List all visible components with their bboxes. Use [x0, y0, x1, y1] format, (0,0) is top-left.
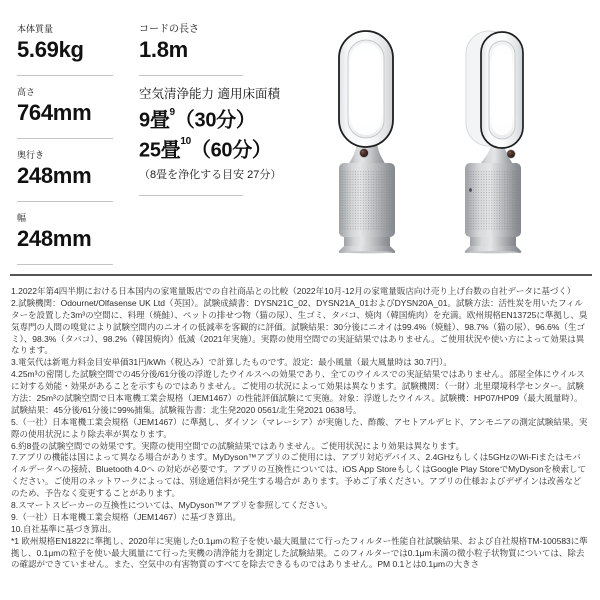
spec-cord-length	[139, 24, 329, 76]
spec-label: コードの長さ	[139, 24, 199, 35]
footnote-item: 9.（一社）日本電機工業会規格（JEM1467）に基づき算出。	[11, 511, 242, 522]
divider	[17, 201, 113, 202]
divider	[17, 264, 113, 265]
value-text: 9畳	[139, 109, 170, 132]
footnote-item: 1.2022年第4四半期における日本国内の家電量販店での自社商品との比較（2022年10月-12月の家電量販店向け売り上げ台数の自社データに基づく）	[11, 286, 576, 296]
footnote-item: 2.試験機関：Odournet/Olfasense UK Ltd（英国）。試験成績書：DYSN21C_02、DYSN21A_01およびDYSN20A_01。試験方法：活性炭を用いたフィルターを設置した3m³の空間に、料理（焼鮭）、ペットの排せつ物（猫の尿）、生ゴミ、タバコ、焼肉（韓国焼肉）を充満。欧州規格EN13725に準拠し、臭気専門の人間の嗅覚により試験空間内のニオイの低減率を客観的に評価。試験結果：30分後にニオイは99.4%（焼鮭）、98.7%（猫の尿）、96.6%（生ゴミ）、98.3%（タバコ）、98.2%（韓国焼肉）低減（2021年実施）。実際の使用空間での実証結果ではありません。ご使用状況や使い方によって効果は異なります。	[11, 297, 588, 356]
spec-label: 空気清浄能力 適用床面積	[139, 87, 280, 101]
purifier-fan-angled-illustration	[454, 30, 526, 254]
spec-value: 248mm	[17, 163, 92, 188]
spec-column-left	[17, 24, 113, 276]
purifier-fan-front-illustration	[336, 30, 398, 254]
spec-note: （8畳を浄化する目安 27分）	[139, 169, 282, 182]
product-image-front	[336, 30, 398, 259]
footnote-item: 8.スマートスピーカーの互換性については、MyDyson™アプリを参照してください。	[11, 500, 333, 511]
spec-width	[17, 213, 113, 265]
footnote-ref: 10	[180, 136, 191, 148]
footnotes-section	[0, 286, 600, 571]
footnote-item: 3.電気代は新電力料金目安単価31円/kWh（税込み）で計算したものです。設定：最小風量（最大風量時は 30.7円）。	[11, 357, 452, 368]
section-divider	[10, 274, 592, 276]
spec-value-25tatami	[139, 134, 329, 164]
product-image-angled	[454, 30, 526, 259]
spec-weight	[17, 24, 113, 76]
spec-value: 248mm	[17, 226, 92, 251]
divider	[17, 138, 113, 139]
footnote-item: 7.アプリの機能は国によって異なる場合があります。MyDyson™アプリのご使用には、アプリ対応デバイス、2.4GHzもしくは5GHzのWi-Fiまたはモバイルデータへの接続、Bluetooth 4.0へ の対応が必要です。アプリの互換性については、iOS App StoreもしくはGoogle Play StoreでMyDysonを検索してください。ご使用のネットワークによっては、別途通信料が発生する場合が あります。予めご了承ください。アプリの仕様およびデザインは改善などのため、予告なく変更することがあります。	[11, 452, 587, 499]
footnote-ref: 9	[169, 106, 175, 118]
divider	[139, 195, 243, 196]
footnote-item: 6.約8畳の試験空間での効果です。実際の使用空間での試験結果ではありません。ご使用状況により効果は異なります。	[11, 440, 464, 451]
spec-label: 幅	[17, 213, 27, 223]
spec-height	[17, 87, 113, 139]
spec-purification-area	[139, 87, 329, 196]
value-text: 25畳	[139, 139, 181, 162]
value-duration: （60分）	[190, 139, 272, 162]
divider	[17, 75, 113, 76]
spec-value: 5.69kg	[17, 37, 84, 62]
footnote-item: 5.（一社）日本電機工業会規格（JEM1467）に準拠し、ダイソン（マレーシア）が実施した、酢酸、アセトアルデヒド、アンモニアの測定試験結果。実際の使用状況により除去率が異なります。	[11, 416, 588, 439]
spec-label: 本体質量	[17, 24, 54, 34]
spec-label: 高さ	[17, 87, 36, 97]
footnote-item: 10.自社基準に基づき算出。	[11, 523, 117, 534]
footnote-item: 4.25m³の密閉した試験空間での45分後/61分後の浮遊したウイルスへの効果であり、全てのウイルスでの実証結果ではありません。部屋全体にウイルスに対する効能・効果があることを示すものではありません。ご使用の状況によって効果は異なります。試験機関：（一財）北里環境科学センター。試験方法：25m³の試験空間で日本電機工業会規格（JEM1467）の性能評価試験にて実施。対象：浮遊したウイルス。試験機：HP07/HP09（最大風量時）。試験結果：45分後/61分後に99%捕集。試験報告書：北生発2020 0561/北生発2021 0638号。	[11, 369, 585, 415]
divider	[139, 75, 243, 76]
spec-value: 764mm	[17, 100, 92, 125]
value-duration: （30分）	[174, 109, 256, 132]
spec-depth	[17, 150, 113, 202]
spec-label: 奥行き	[17, 150, 45, 160]
spec-value: 1.8m	[139, 37, 188, 62]
footnote-item: *1 欧州規格EN1822に準拠し、2020年に実施した0.1μmの粒子を使い最大風量にて行ったフィルター性能自社試験結果、および自社規格TM-100583に準拠し、0.1μmの粒子を使い最大風量にて行った実機の清浄能力を測定した試験結果。このフィルターでは0.1μm未満の微小粒子状物質については、除去の確認ができていません。また、空気中の有害物質のすべてを除去できるものではありません。PM 0.1とは0.1μmの大きさ	[11, 535, 588, 570]
spec-column-right	[139, 24, 329, 207]
spec-value-9tatami	[139, 104, 329, 134]
